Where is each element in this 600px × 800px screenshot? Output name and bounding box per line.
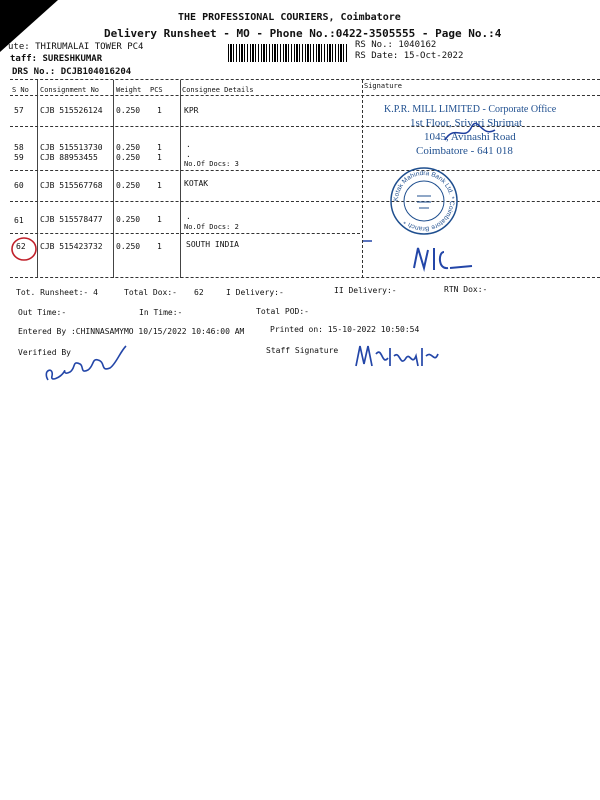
row-sno: 59 [14, 153, 24, 162]
entered-by: Entered By :CHINNASAMYMO 10/15/2022 10:46:00 AM [18, 327, 245, 336]
row-pcs: 1 [157, 106, 162, 115]
staff-signature [352, 336, 442, 376]
svg-text:Kotak Mahindra Bank Ltd. * Coi [393, 170, 455, 232]
row-sno: 57 [14, 106, 24, 115]
kotak-stamp-ring-text: Kotak Mahindra Bank Ltd. * Coimbatore Branch * [392, 169, 456, 233]
row-consignment: CJB 515526124 [40, 106, 103, 115]
row-pcs: 1 [157, 242, 162, 251]
row-sno: 61 [14, 216, 24, 225]
tot-runsheet: Tot. Runsheet:- 4 [16, 288, 98, 297]
kpr-stamp-line: 1045, Avinashi Road [424, 131, 516, 143]
kpr-stamp-line: K.P.R. MILL LIMITED - Corporate Office [384, 104, 557, 115]
row-separator [10, 201, 600, 202]
row-consignee: . [186, 150, 191, 159]
i-delivery: I Delivery:- [226, 288, 284, 297]
row-weight: 0.250 [116, 106, 141, 115]
docs-count-note: No.Of Docs: 3 [184, 160, 239, 168]
row-consignment: CJB 515513730 [40, 143, 103, 152]
row-weight: 0.250 [116, 242, 141, 251]
row-pcs: 1 [157, 143, 162, 152]
red-circle-mark [8, 234, 40, 264]
col-divider [180, 80, 181, 278]
verified-by-signature [40, 338, 130, 388]
row-pcs: 1 [157, 215, 162, 224]
total-dox-label: Total Dox:- [124, 288, 177, 297]
rs-number: RS No.: 1040162 [355, 40, 437, 50]
col-pcs: PCS [150, 86, 163, 94]
kpr-stamp-line: Coimbatore - 641 018 [416, 145, 513, 157]
row-separator [10, 233, 360, 234]
col-weight: Weight [116, 86, 142, 94]
kpr-signature [440, 118, 500, 148]
row-consignee: KOTAK [184, 179, 209, 188]
row-consignee: . [186, 212, 191, 221]
col-consignment: Consignment No [40, 86, 100, 94]
row-consignment: CJB 515578477 [40, 215, 103, 224]
col-consignee: Consignee Details [182, 86, 254, 94]
in-time: In Time:- [139, 308, 183, 317]
out-time: Out Time:- [18, 308, 67, 317]
kotak-signature [408, 238, 478, 278]
total-pod: Total POD:- [256, 307, 309, 316]
staff-signature-label: Staff Signature [266, 346, 339, 355]
kpr-stamp-line: 1st Floor, Srivari Shrimat [410, 117, 523, 129]
row-consignee: SOUTH INDIA [186, 240, 239, 249]
total-dox-value: 62 [194, 288, 204, 297]
printed-on: Printed on: 15-10-2022 10:50:54 [270, 325, 420, 334]
table-bottom-line [10, 277, 600, 278]
drs-number: DRS No.: DCJB104016204 [12, 67, 132, 77]
col-divider [362, 80, 363, 278]
staff-label: taff: SURESHKUMAR [10, 54, 103, 64]
ii-delivery: II Delivery:- [334, 286, 397, 295]
row-separator [10, 170, 600, 171]
col-sno: S No [12, 86, 29, 94]
row-sno: 60 [14, 181, 24, 190]
table-header-line [10, 95, 600, 96]
company-title: THE PROFESSIONAL COURIERS, Coimbatore [178, 12, 401, 23]
row-pcs: 1 [157, 153, 162, 162]
row-sno: 58 [14, 143, 24, 152]
row-consignee: KPR [184, 106, 199, 115]
docs-count-note: No.Of Docs: 2 [184, 223, 239, 231]
row-sno: 62 [16, 242, 26, 251]
barcode [228, 44, 348, 62]
row-weight: 0.250 [116, 181, 141, 190]
rtn-dox: RTN Dox:- [444, 285, 488, 294]
runsheet-title: Delivery Runsheet - MO - Phone No.:0422-3505555 - Page No.:4 [104, 27, 502, 40]
table-top-line [10, 79, 600, 80]
kotak-round-stamp [389, 166, 459, 236]
row-consignee: . [186, 140, 191, 149]
row-consignment: CJB 515567768 [40, 181, 103, 190]
row-consignment: CJB 88953455 [40, 153, 98, 162]
route-label: ute: THIRUMALAI TOWER PC4 [8, 42, 144, 52]
rs-date: RS Date: 15-Oct-2022 [355, 51, 464, 61]
row-weight: 0.250 [116, 153, 141, 162]
col-divider [113, 80, 114, 278]
col-signature: Signature [364, 82, 402, 90]
dash-mark [362, 238, 374, 244]
row-consignment: CJB 515423732 [40, 242, 103, 251]
row-weight: 0.250 [116, 143, 141, 152]
row-weight: 0.250 [116, 215, 141, 224]
row-pcs: 1 [157, 181, 162, 190]
verified-by-label: Verified By [18, 348, 71, 357]
